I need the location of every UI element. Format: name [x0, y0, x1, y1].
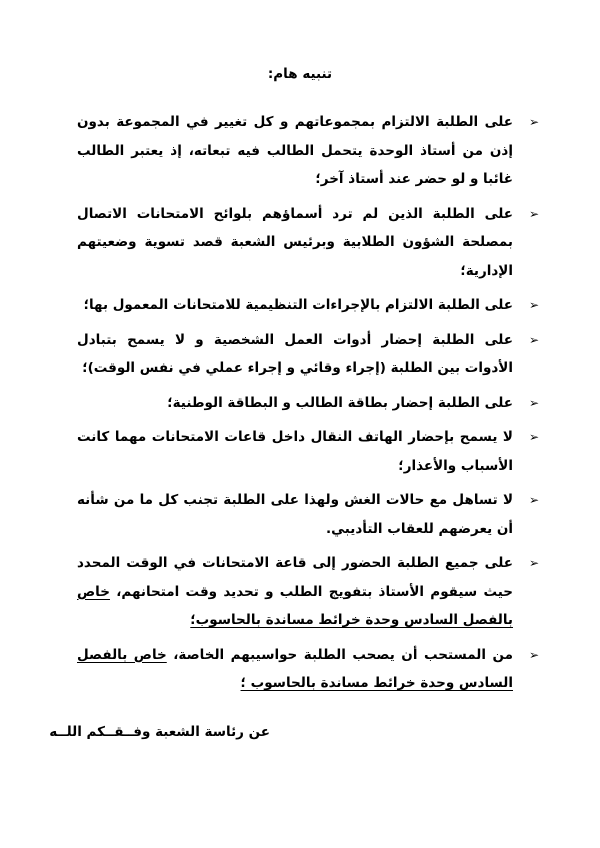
list-item: [77, 291, 543, 320]
arrow-bullet-icon: ➢: [528, 298, 540, 312]
list-item: [77, 389, 543, 418]
notice-text: على الطلبة إحضار بطاقة الطالب و البطاقة الوطنية؛: [167, 394, 513, 411]
notice-text: لا تساهل مع حالات الغش ولهذا على الطلبة تجنب كل ما من شأنه أن يعرضهم للعقاب التأديبي.: [77, 492, 513, 537]
list-item: [77, 549, 543, 635]
notice-list: [77, 108, 543, 704]
arrow-bullet-icon: ➢: [528, 332, 540, 347]
notice-text: لا يسمح بإحضار الهاتف النقال داخل قاعات الامتحانات مهما كانت الأسباب والأعذار؛: [77, 429, 513, 474]
list-item: [77, 423, 543, 480]
notice-underlined-text: خاص بالفصل السادس وحدة خرائط مساندة بالحاسوب؛: [77, 583, 513, 628]
notice-text: على الطلبة الالتزام بالإجراءات التنظيمية للامتحانات المعمول بها؛: [83, 297, 513, 313]
notice-text: على الطلبة الذين لم ترد أسماؤهم بلوائح الامتحانات الاتصال بمصلحة الشؤون الطلابية وبرئيس الشعبة قصد تسوية وضعيتهم الإدارية؛: [77, 205, 513, 279]
list-item: [77, 108, 543, 194]
signature-line: عن رئاسة الشعبة وفــقــكم اللــه: [49, 724, 270, 740]
notice-text: على الطلبة إحضار أدوات العمل الشخصية و لا يسمح بتبادل الأدوات بين الطلبة (إجراء وقائي و إجراء عملي في نفس الوقت)؛: [77, 331, 513, 376]
list-item: [77, 641, 543, 698]
arrow-bullet-icon: ➢: [528, 647, 540, 662]
arrow-bullet-icon: ➢: [528, 493, 540, 507]
notice-text: على جميع الطلبة الحضور إلى قاعة الامتحانات في الوقت المحدد حيث سيقوم الأستاذ بتفويج الطلب و تحديد وقت امتحانهم،: [77, 555, 513, 600]
arrow-bullet-icon: ➢: [528, 430, 540, 444]
notice-text: من المستحب أن يصحب الطلبة حواسيبهم الخاصة،: [173, 646, 514, 663]
arrow-bullet-icon: ➢: [528, 206, 540, 221]
notice-underlined-text: خاص بالفصل السادس وحدة خرائط مساندة بالحاسوب ؛: [77, 646, 513, 691]
list-item: [77, 326, 543, 383]
page-title: تنبيه هام:: [267, 66, 333, 82]
arrow-bullet-icon: ➢: [528, 395, 540, 410]
list-item: [77, 200, 543, 286]
list-item: [77, 486, 543, 543]
notice-text: على الطلبة الالتزام بمجموعاتهم و كل تغيير في المجموعة بدون إذن من أستاذ الوحدة يتحمل الطالب فيه تبعاته، إذ يعتبر الطالب غائبا و لو حضر عند أستاذ آخر؛: [77, 114, 513, 187]
arrow-bullet-icon: ➢: [528, 115, 540, 129]
arrow-bullet-icon: ➢: [528, 556, 540, 570]
